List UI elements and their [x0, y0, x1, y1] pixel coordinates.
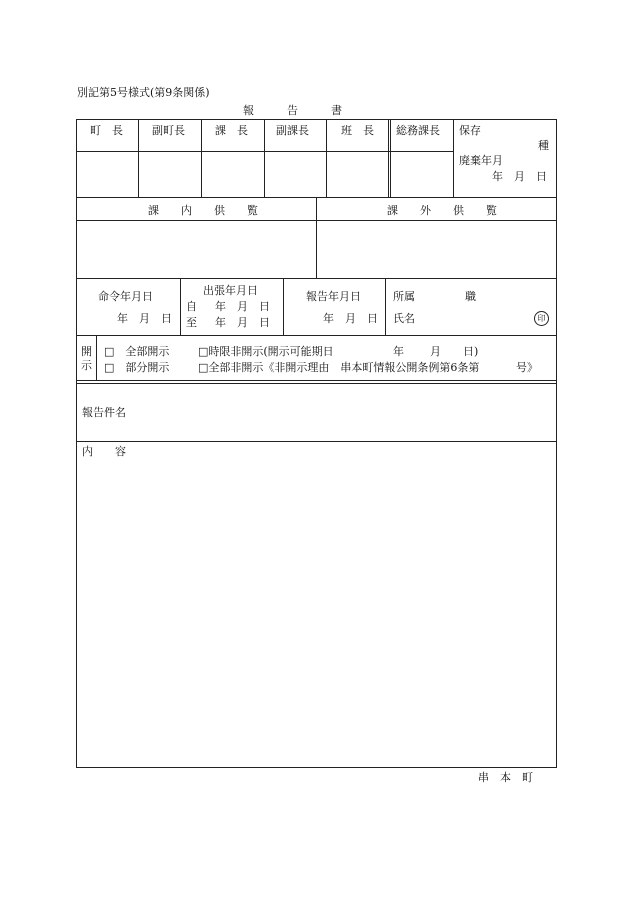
stamp-box-vice-chief[interactable]	[139, 152, 200, 196]
disclosure-temporary-month: 月	[430, 345, 441, 358]
order-date-value[interactable]: 年 月 日	[117, 312, 172, 325]
trip-from-value[interactable]: 年 月 日	[215, 300, 270, 313]
retention-kind: 種	[538, 139, 549, 152]
disclosure-temporary-year: 年	[393, 345, 404, 358]
document-title: 報 告 書	[243, 104, 342, 117]
report-content-label: 内 容	[82, 445, 126, 458]
report-subject-field[interactable]	[140, 386, 554, 440]
report-date-label: 報告年月日	[306, 290, 361, 303]
retention-label: 保存	[459, 124, 481, 137]
stamp-box-vice-section-chief[interactable]	[265, 152, 325, 196]
disclosure-nondisclosure-number: 号》	[516, 361, 538, 374]
internal-circulation-area[interactable]	[77, 221, 315, 277]
disposal-date: 年 月 日	[492, 170, 547, 183]
disposal-label: 廃棄年月	[459, 154, 503, 167]
approval-vice-section-chief: 副課長	[276, 124, 309, 137]
report-subject-label: 報告件名	[82, 406, 126, 419]
stamp-box-section-chief[interactable]	[202, 152, 263, 196]
trip-from-label: 自	[186, 300, 197, 313]
external-circulation-label: 課 外 供 覧	[387, 204, 497, 217]
affiliation-label: 所属	[393, 290, 415, 303]
internal-circulation-label: 課 内 供 覧	[148, 204, 258, 217]
stamp-box-general-affairs[interactable]	[391, 152, 452, 196]
trip-to-value[interactable]: 年 月 日	[215, 316, 270, 329]
order-date-label: 命令年月日	[98, 290, 153, 303]
approval-vice-chief: 副町長	[152, 124, 185, 137]
form-id: 別記第5号様式(第9条関係)	[77, 86, 210, 99]
approval-general-affairs-chief: 総務課長	[396, 124, 440, 137]
stamp-box-chief[interactable]	[77, 152, 137, 196]
trip-date-label: 出張年月日	[203, 284, 258, 297]
disclosure-partial-checkbox[interactable]: □ 部分開示	[104, 361, 170, 374]
disclosure-nondisclosure-checkbox[interactable]: □全部非開示《非開示理由 串本町情報公開条例第6条第	[198, 361, 480, 374]
trip-to-label: 至	[186, 316, 197, 329]
name-label: 氏名	[393, 312, 415, 325]
report-content-field[interactable]	[77, 462, 555, 766]
approval-chief: 町 長	[90, 124, 123, 137]
disclosure-full-checkbox[interactable]: □ 全部開示	[104, 345, 170, 358]
approval-team-leader: 班 長	[341, 124, 374, 137]
stamp-box-team-leader[interactable]	[327, 152, 387, 196]
position-label: 職	[465, 290, 476, 303]
disclosure-temporary-checkbox[interactable]: □時限非開示(開示可能期日	[198, 345, 334, 358]
external-circulation-area[interactable]	[317, 221, 555, 277]
disclosure-temporary-day: 日)	[463, 345, 479, 358]
approval-section-chief: 課 長	[215, 124, 248, 137]
disclosure-label: 開示	[81, 345, 92, 372]
municipality-name: 串 本 町	[478, 771, 533, 784]
seal-mark: 印	[534, 311, 549, 326]
report-date-value[interactable]: 年 月 日	[323, 312, 378, 325]
